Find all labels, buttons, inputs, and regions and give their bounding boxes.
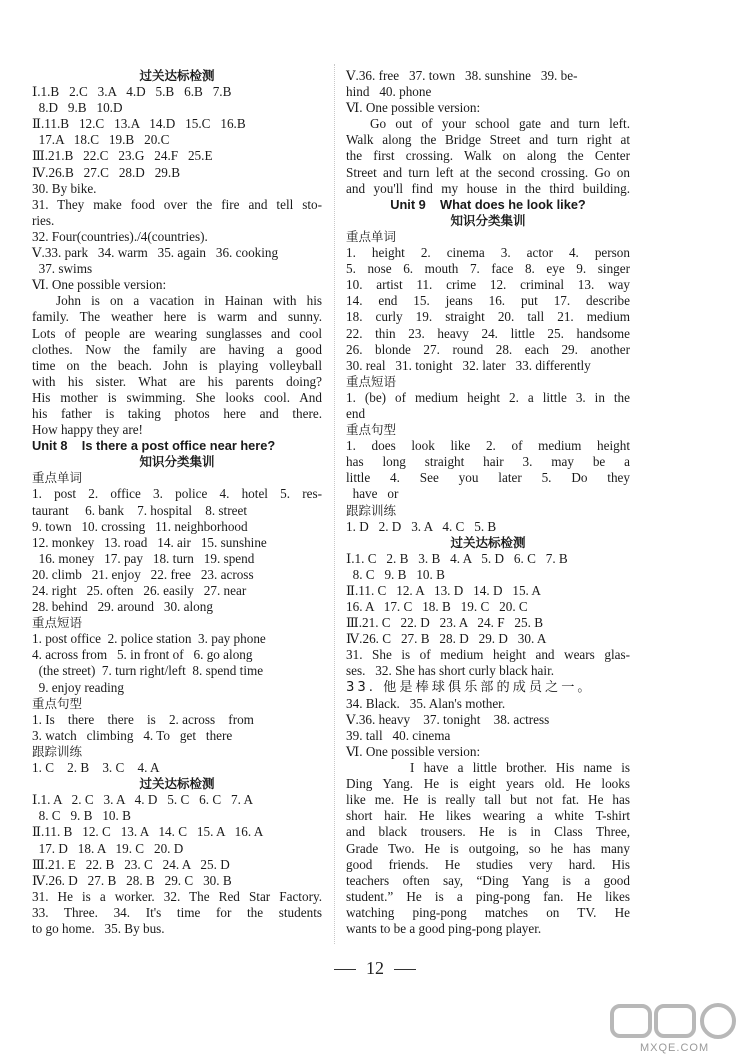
- answer-line: like me. He is really tall but not fat. He has: [346, 792, 630, 808]
- answer-line: His mother is swimming. She looks cool. And: [32, 389, 322, 405]
- answer-line: clothes. Now the family are having a good: [32, 341, 322, 357]
- answer-line: his father is taking photos here and there.: [32, 405, 322, 421]
- subsection-label: 重点短语: [346, 373, 397, 389]
- answer-line: 16. A 17. C 18. B 19. C 20. C: [346, 599, 528, 615]
- answer-line: 8. C 9. B 10. B: [32, 808, 131, 824]
- answer-line: 26. blonde 27. round 28. each 29. another: [346, 341, 630, 357]
- answer-line: 28. behind 29. around 30. along: [32, 599, 213, 615]
- answer-line: Grade Two. He is outgoing, so he has many: [346, 840, 630, 856]
- answer-line: 10. artist 11. crime 12. criminal 13. way: [346, 277, 630, 293]
- answer-line: 30. By bike.: [32, 180, 97, 196]
- page-number-dash-left: [334, 969, 356, 970]
- answer-line: 5. nose 6. mouth 7. face 8. eye 9. singer: [346, 261, 630, 277]
- answer-line: 20. climb 21. enjoy 22. free 23. across: [32, 566, 254, 582]
- answer-line: Ⅴ.36. free 37. town 38. sunshine 39. be-: [346, 68, 578, 83]
- answer-line: 1. D 2. D 3. A 4. C 5. B: [346, 518, 497, 534]
- answer-line: Ⅱ.11. B 12. C 13. A 14. C 15. A 16. A: [32, 824, 264, 840]
- answer-line: Street and turn left at the second crossing. Go on: [346, 164, 630, 180]
- subsection-label: 重点短语: [32, 615, 83, 631]
- section-header: 过关达标检测: [139, 776, 215, 792]
- answer-line: 1. post 2. office 3. police 4. hotel 5. res-: [32, 486, 322, 502]
- answer-line: 37. swims: [32, 261, 93, 277]
- answer-line: Ⅲ.21. C 22. D 23. A 24. F 25. B: [346, 615, 543, 631]
- column-divider: [334, 64, 335, 944]
- answer-line: has long straight hair 3. may be a: [346, 454, 630, 470]
- answer-line: Ding Yang. He is eight years old. He looks: [346, 776, 630, 792]
- answer-line: 31. He is a worker. 32. The Red Star Factory.: [32, 888, 322, 904]
- answer-line: 31. They make food over the fire and tell sto-: [32, 196, 322, 212]
- answer-line: 4. across from 5. in front of 6. go along: [32, 647, 253, 663]
- answer-line: Ⅵ. One possible version:: [346, 743, 481, 759]
- answer-line: 1. Is there there is 2. across from: [32, 711, 254, 727]
- answer-line: Ⅳ.26.B 27.C 28.D 29.B: [32, 164, 180, 180]
- answer-line: teachers often say, “Ding Yang is a good: [346, 872, 630, 888]
- answer-line: Ⅳ.26. D 27. B 28. B 29. C 30. B: [32, 872, 232, 888]
- answer-line: Ⅰ.1. C 2. B 3. B 4. A 5. D 6. C 7. B: [346, 550, 568, 566]
- answer-line: 1. C 2. B 3. C 4. A: [32, 760, 160, 776]
- answer-line: 30. real 31. tonight 32. later 33. differently: [346, 357, 591, 373]
- answer-line: good friends. He studies very hard. His: [346, 856, 630, 872]
- answer-line: Ⅳ.26. C 27. B 28. D 29. D 30. A: [346, 631, 547, 647]
- paragraph-line: John is on a vacation in Hainan with his: [56, 293, 322, 309]
- subsection-label: 跟踪训练: [32, 743, 83, 759]
- answer-line: ries.: [32, 212, 55, 228]
- answer-line: Ⅰ.1.B 2.C 3.A 4.D 5.B 6.B 7.B: [32, 84, 232, 100]
- answer-line: and black trousers. He is in Class Three,: [346, 824, 630, 840]
- answer-line: the first crossing. Walk on along the Center: [346, 148, 630, 164]
- unit-title: Unit 8 Is there a post office near here?: [32, 438, 276, 454]
- answer-line: 39. tall 40. cinema: [346, 727, 451, 743]
- answer-line: 34. Black. 35. Alan's mother.: [346, 695, 506, 711]
- answer-line: family. The weather here is warm and sunny.: [32, 309, 322, 325]
- answer-line: 24. right 25. often 26. easily 27. near: [32, 583, 247, 598]
- section-header: 知识分类集训: [450, 212, 526, 228]
- answer-line: 1. does look like 2. of medium height: [346, 438, 630, 454]
- answer-line: to go home. 35. By bus.: [32, 920, 165, 936]
- subsection-label: 重点单词: [32, 470, 83, 486]
- section-header: 过关达标检测: [450, 534, 526, 550]
- answer-line: end: [346, 405, 366, 421]
- subsection-label: 重点句型: [32, 695, 83, 711]
- answer-line: 33. Three. 34. It's time for the students: [32, 904, 322, 920]
- answer-line: 8. C 9. B 10. B: [346, 566, 445, 582]
- answer-line: How happy they are!: [32, 422, 143, 438]
- answer-line: 1. (be) of medium height 2. a little 3. in the: [346, 389, 630, 405]
- paragraph-line: Go out of your school gate and turn left.: [370, 116, 630, 132]
- watermark-text: MXQE.COM: [640, 1042, 710, 1054]
- answer-line: 32. Four(countries)./4(countries).: [32, 228, 208, 244]
- answer-line: 17. D 18. A 19. C 20. D: [32, 840, 184, 856]
- answer-line: 14. end 15. jeans 16. put 17. describe: [346, 293, 630, 309]
- answer-line: (the street) 7. turn right/left 8. spend time: [32, 663, 264, 679]
- page-number-text: 12: [366, 958, 384, 978]
- answer-line: and you'll find my house in the third building.: [346, 180, 630, 196]
- answer-line: 18. curly 19. straight 20. tall 21. medium: [346, 309, 630, 325]
- answer-line: 17.A 18.C 19.B 20.C: [32, 132, 170, 148]
- answer-line: hind 40. phone: [346, 84, 432, 100]
- answer-line: Ⅵ. One possible version:: [32, 277, 167, 293]
- answer-line: 9. town 10. crossing 11. neighborhood: [32, 518, 248, 534]
- answer-line: student.” He is a ping-pong fan. He likes: [346, 888, 630, 904]
- answer-line: short hair. He likes wearing a white T-shirt: [346, 808, 630, 824]
- answer-line: taurant 6. bank 7. hospital 8. street: [32, 502, 247, 518]
- section-header: 过关达标检测: [139, 68, 215, 83]
- answer-line: 22. thin 23. heavy 24. little 25. handsome: [346, 325, 630, 341]
- answer-line: Ⅲ.21.B 22.C 23.G 24.F 25.E: [32, 148, 213, 164]
- page-number-dash-right: [394, 969, 416, 970]
- answer-line: have or: [346, 486, 399, 502]
- answer-line: Ⅵ. One possible version:: [346, 100, 481, 116]
- right-column: [346, 68, 630, 937]
- unit-title: Unit 9 What does he look like?: [390, 196, 586, 212]
- answer-line: Ⅰ.1. A 2. C 3. A 4. D 5. C 6. C 7. A: [32, 792, 254, 808]
- answer-line: 8.D 9.B 10.D: [32, 100, 123, 116]
- subsection-label: 跟踪训练: [346, 502, 397, 518]
- answer-line: Ⅲ.21. E 22. B 23. C 24. A 25. D: [32, 856, 230, 872]
- answer-line: 33. 他是棒球俱乐部的成员之一。: [346, 679, 594, 695]
- answer-line: 1. height 2. cinema 3. actor 4. person: [346, 245, 630, 261]
- answer-line: 16. money 17. pay 18. turn 19. spend: [32, 550, 255, 566]
- answer-line: Ⅴ.33. park 34. warm 35. again 36. cooking: [32, 245, 279, 261]
- answer-line: 1. post office 2. police station 3. pay phone: [32, 631, 266, 647]
- answer-line: wants to be a good ping-pong player.: [346, 920, 542, 936]
- answer-line: 3. watch climbing 4. To get there: [32, 727, 233, 743]
- subsection-label: 重点句型: [346, 422, 397, 438]
- answer-line: watching ping-pong matches on TV. He: [346, 904, 630, 920]
- answer-line: Lots of people are wearing sunglasses and cool: [32, 325, 322, 341]
- answer-line: 12. monkey 13. road 14. air 15. sunshine: [32, 534, 267, 550]
- left-column: [32, 68, 322, 937]
- answer-line: with his sister. What are his parents doing?: [32, 373, 322, 389]
- subsection-label: 重点单词: [346, 228, 397, 244]
- section-header: 知识分类集训: [139, 454, 215, 470]
- page-number: [0, 960, 750, 976]
- answer-line: 31. She is of medium height and wears glas-: [346, 647, 630, 663]
- answer-line: Ⅴ.36. heavy 37. tonight 38. actress: [346, 711, 550, 727]
- answer-line: Walk along the Bridge Street and turn right at: [346, 132, 630, 148]
- paragraph-line: I have a little brother. His name is: [410, 760, 630, 776]
- answer-line: time on the beach. John is playing volleyball: [32, 357, 322, 373]
- answer-line: Ⅱ.11. C 12. A 13. D 14. D 15. A: [346, 583, 541, 598]
- answer-line: Ⅱ.11.B 12.C 13.A 14.D 15.C 16.B: [32, 116, 246, 132]
- answer-line: ses. 32. She has short curly black hair.: [346, 663, 555, 679]
- answer-line: 9. enjoy reading: [32, 679, 124, 695]
- answer-line: little 4. See you later 5. Do they: [346, 470, 630, 486]
